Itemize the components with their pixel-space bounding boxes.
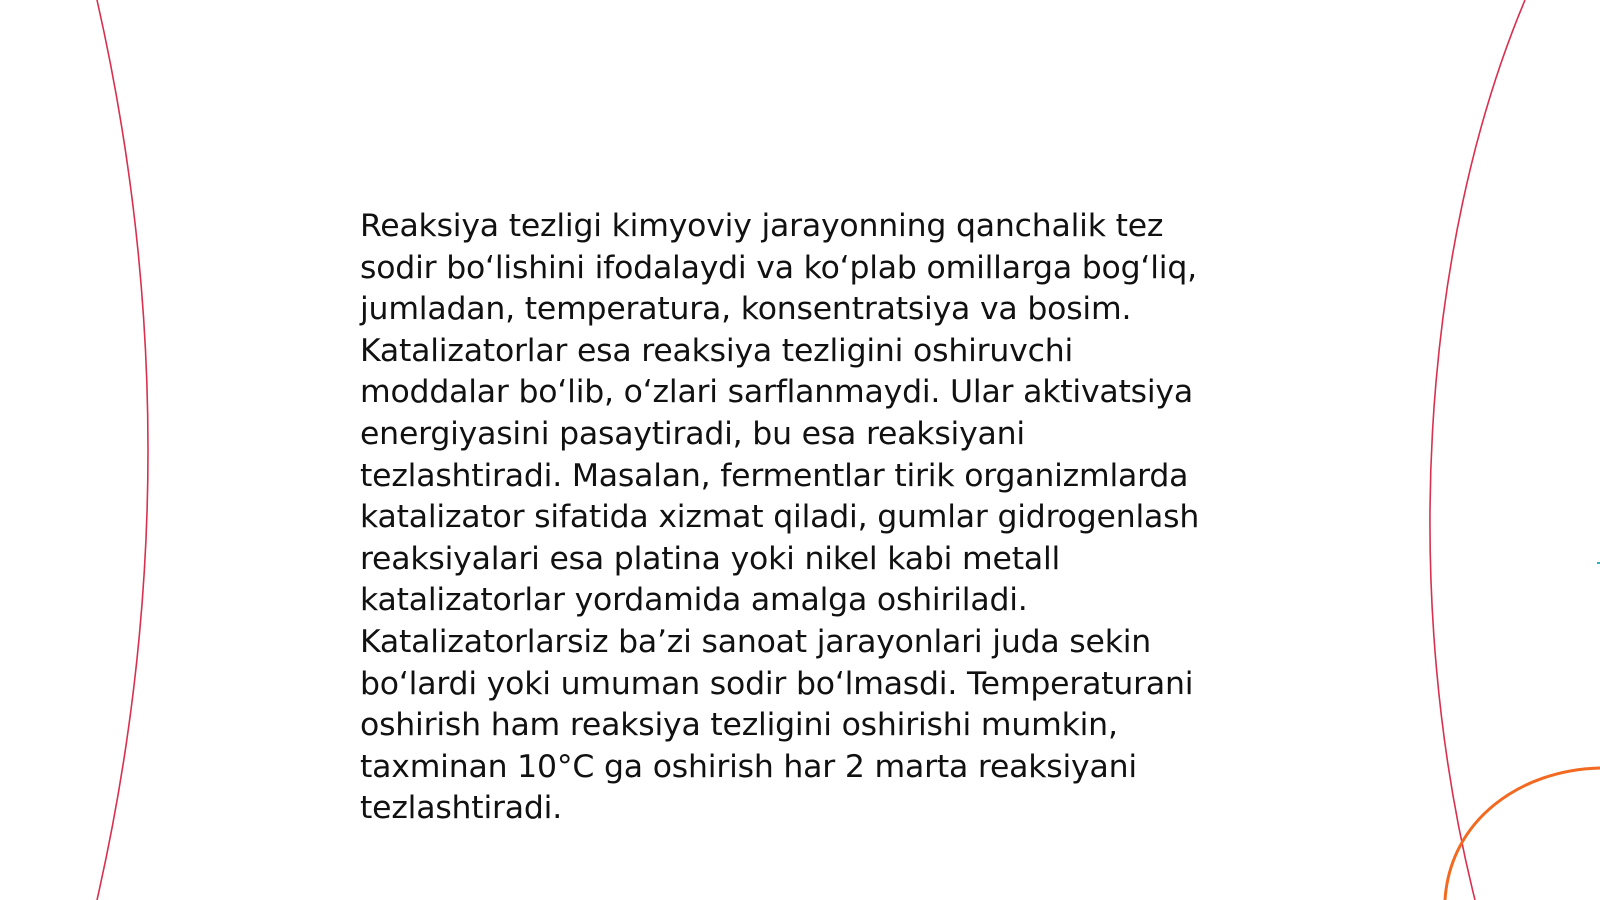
paragraph-line: Katalizatorlarsiz ba’zi sanoat jarayonlari juda sekin	[360, 623, 1152, 660]
paragraph-line: Katalizatorlar esa reaksiya tezligini oshiruvchi	[360, 332, 1074, 369]
paragraph-line: moddalar bo‘lib, o‘zlari sarflanmaydi. Ular aktivatsiya	[360, 374, 1193, 411]
paragraph-line: sodir bo‘lishini ifodalaydi va ko‘plab omillarga bog‘liq,	[360, 249, 1197, 286]
paragraph-line: katalizator sifatida xizmat qiladi, gumlar gidrogenlash	[360, 499, 1200, 536]
paragraph-line: reaksiyalari esa platina yoki nikel kabi metall	[360, 540, 1061, 577]
bottom-right-orange-arc	[1445, 768, 1600, 900]
paragraph-line: energiyasini pasaytiradi, bu esa reaksiyani	[360, 415, 1025, 452]
paragraph-line: bo‘lardi yoki umuman sodir bo‘lmasdi. Temperaturani	[360, 665, 1194, 702]
left-red-arc	[97, 0, 148, 900]
paragraph-line: tezlashtiradi.	[360, 790, 563, 827]
paragraph-line: Reaksiya tezligi kimyoviy jarayonning qanchalik tez	[360, 208, 1164, 244]
paragraph-line: tezlashtiradi. Masalan, fermentlar tirik organizmlarda	[360, 457, 1189, 494]
body-paragraph	[360, 206, 1260, 830]
right-red-arc	[1430, 0, 1525, 900]
paragraph-line: taxminan 10°C ga oshirish har 2 marta reaksiyani	[360, 748, 1137, 785]
paragraph-line: oshirish ham reaksiya tezligini oshirishi mumkin,	[360, 707, 1118, 744]
paragraph-line: jumladan, temperatura, konsentratsiya va bosim.	[360, 291, 1132, 328]
paragraph-line: katalizatorlar yordamida amalga oshiriladi.	[360, 582, 1028, 619]
